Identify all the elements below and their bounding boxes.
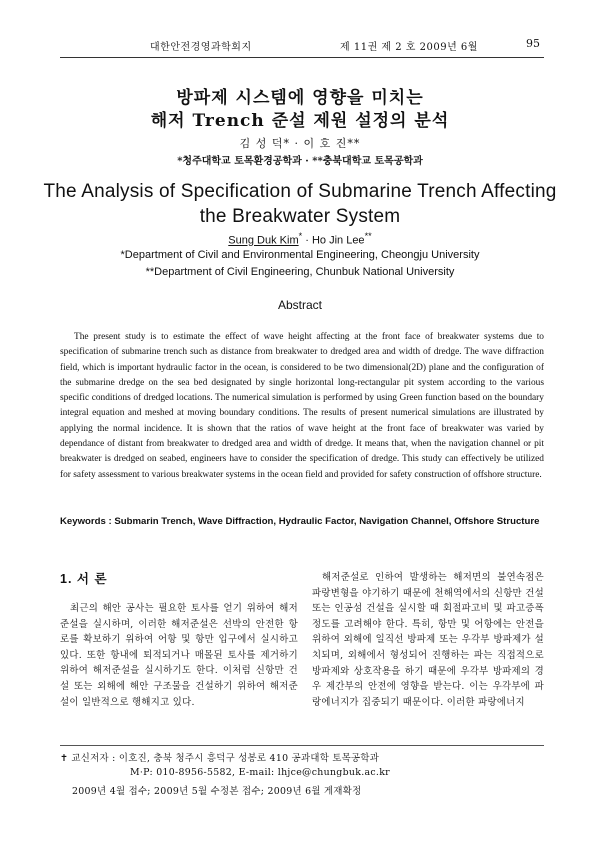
keywords: Keywords : Submarin Trench, Wave Diffraction, Hydraulic Factor, Navigation Channel, Offshore Structure [60, 516, 540, 527]
intro-right-column: 해저준설로 인하여 발생하는 해저면의 불연속점은 파랑변형을 야기하기 때문에 천해역에서의 신항만 건설 또는 인공섬 건설을 실시할 때 회절파고비 및 파고증폭 정도를 고려해야 한다. 특히, 항만 및 어항에는 안전을 위하여 외해에 일직선 방파제 또는 우각부 방파제가 설치되며, 외해에서 형성되어 진행하는 파는 직접적으로 방파제와 상호작용을 하기 때문에 우각부 방파제의 경우 제간부의 안전에 영향을 받는다. 이는 우각부에 파랑에너지가 집중되기 때문이다. 이러한 파랑에너지 [312, 572, 544, 708]
contact-info: M·P: 010-8956-5582, E-mail: lhjce@chungbuk.ac.kr [130, 767, 390, 778]
english-title-line2: the Breakwater System [199, 206, 401, 227]
abstract-body: The present study is to estimate the effect of wave height affecting at the front face of breakwater systems due to specification of submarine trench such as distance from breakwater to dredged area and width of dredge. The wave diffraction field, which is important hydraulic factor in the ocean, is considered to be two dimensional(2D) plane and the configuration of the submarine dredge on the sea bed designated by single horizontal long-rectangular pit system according to the various specific conditions of dredged locations. The numerical simulation is performed by using Green function based on the boundary integral equation and meshed at moving boundary conditions. The results of present numerical simulations are illustrated by applying the normal incidence. It is shown that the ratios of wave height at the front face of breakwater was varied by dependance of distant from breakwater to dredged area and width of dredge. It means that, when the navigation channel or pit breakwater is dredged on seabed, engineers have to consider the specification of dredge. This study can effectively be utilized for safety assessment to various breakwater systems in the ocean field and provided for safety construction of offshore structure. [60, 332, 544, 480]
author-1-mark: * [298, 231, 303, 241]
author-2-mark: ** [364, 231, 372, 241]
abstract-heading: Abstract [277, 298, 322, 312]
header-divider [60, 57, 544, 58]
journal-name: 대한안전경영과학회지 [150, 42, 252, 53]
korean-title-line1: 방파제 시스템에 영향을 미치는 [176, 88, 424, 108]
english-affiliation-2: **Department of Civil Engineering, Chunbuk National University [145, 266, 455, 278]
submission-dates: 2009년 4월 접수; 2009년 5월 수정본 접수; 2009년 6월 게재확정 [72, 786, 362, 797]
korean-title-line2: 해저 Trench 준설 제원 설정의 분석 [150, 111, 450, 131]
author-2-name: · Ho Jin Lee [302, 234, 365, 247]
author-1-name: Sung Duk Kim [228, 234, 299, 247]
corresponding-author: ✝ 교신저자 : 이호진, 충북 청주시 흥덕구 성봉로 410 공과대학 토목공학과 [60, 753, 380, 764]
intro-left-column: 최근의 해안 공사는 필요한 토사를 얻기 위하여 해저 준설을 실시하며, 이러한 해저준설은 선박의 안전한 항로를 확보하기 위하여 어항 및 항만 입구에서 실시하고 있다. 또한 항내에 퇴적되거나 매몰된 토사를 제거하기 위하여 해저준설을 실시하기도 한다. 이처럼 신항만 건설 또는 외해에 해안 구조물을 건설하기 위하여 해저준설이 일반적으로 행해지고 있다. [60, 603, 298, 708]
korean-authors: 김 성 덕* · 이 호 진** [239, 137, 361, 150]
footnote-divider [60, 745, 544, 746]
page-number: 95 [526, 37, 540, 50]
issue-info: 제 11권 제 2 호 2009년 6월 [340, 42, 478, 53]
english-title-line1: The Analysis of Specification of Submarine Trench Affecting [43, 181, 557, 202]
korean-affiliations: *청주대학교 토목환경공학과 · **충북대학교 토목공학과 [177, 156, 423, 167]
section-1-title: 1. 서 론 [60, 572, 108, 586]
english-authors [0, 231, 600, 247]
english-affiliation-1: *Department of Civil and Environmental Engineering, Cheongju University [120, 249, 480, 261]
